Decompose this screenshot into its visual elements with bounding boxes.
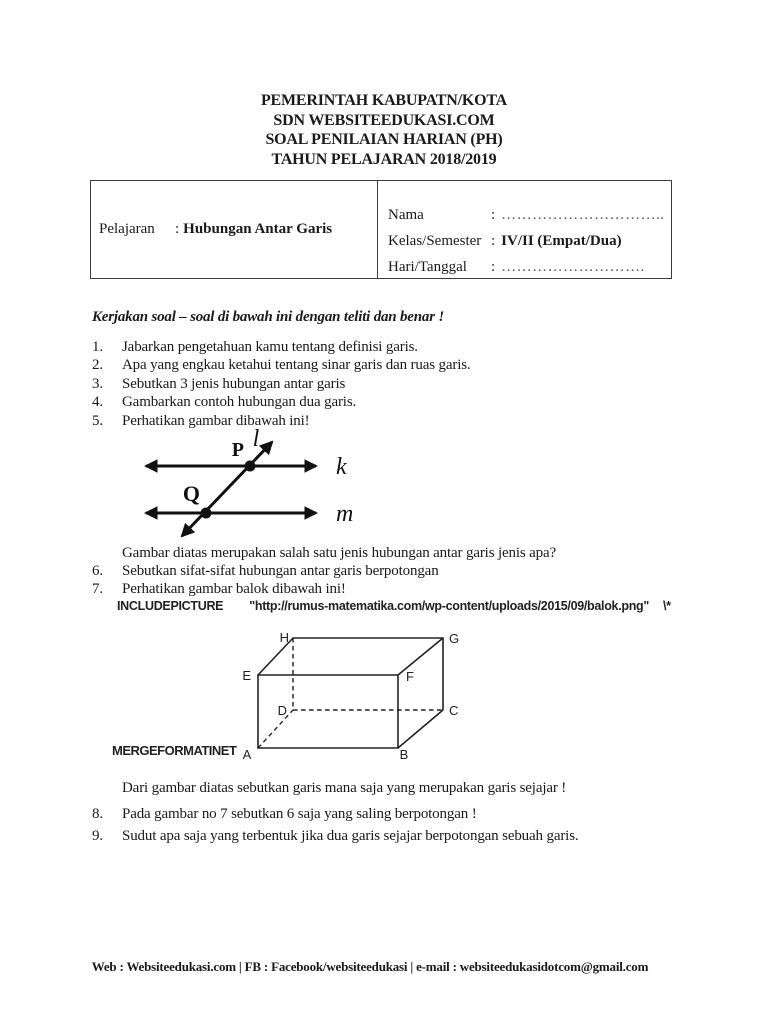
student-info-cell <box>378 181 671 278</box>
document-header <box>0 91 768 169</box>
line-k-label: k <box>336 454 347 480</box>
field-row-name <box>388 202 671 228</box>
question-7 <box>92 581 732 598</box>
question-6-number: 6. <box>92 563 103 579</box>
vertex-c-label: C <box>449 703 459 718</box>
includepicture-field-code <box>117 599 671 613</box>
question-5-number: 5. <box>92 413 103 429</box>
includepicture-url: "http://rumus-matematika.com/wp-content/uploads/2015/09/balok.png" <box>249 599 649 613</box>
vertex-b-label: B <box>399 747 409 762</box>
point-q-dot <box>201 508 212 519</box>
name-separator: : <box>491 206 496 223</box>
line-l-label: l <box>252 426 260 452</box>
question-8-number: 8. <box>92 806 103 822</box>
subject-separator: : <box>175 221 180 237</box>
vertex-h-label: H <box>279 630 289 645</box>
class-semester-value: IV/II (Empat/Dua) <box>501 232 622 249</box>
subject-cell <box>91 181 378 278</box>
vertex-a-label: A <box>242 747 252 762</box>
name-label: Nama <box>388 206 424 223</box>
name-blank-line: ………………………….. <box>501 206 665 223</box>
class-semester-separator: : <box>491 232 496 249</box>
point-p-dot <box>245 461 256 472</box>
parallel-lines-figure <box>130 428 380 548</box>
question-9-number: 9. <box>92 828 103 844</box>
question-4 <box>92 394 732 411</box>
question-7-text: Perhatikan gambar balok dibawah ini! <box>122 581 346 597</box>
info-table <box>90 180 672 279</box>
header-line-government: PEMERINTAH KABUPATN/KOTA <box>260 92 508 109</box>
line-m-label: m <box>336 501 354 527</box>
question-9 <box>92 828 732 845</box>
cuboid-hidden-edges <box>258 638 443 748</box>
question-1-number: 1. <box>92 339 103 355</box>
question-8 <box>92 806 732 823</box>
header-line-school: SDN WEBSITEEDUKASI.COM <box>273 111 495 129</box>
question-1 <box>92 339 732 356</box>
date-separator: : <box>491 258 496 275</box>
point-q-label: Q <box>182 481 200 506</box>
question-4-text: Gambarkan contoh hubungan dua garis. <box>122 394 357 410</box>
header-line-school-year: TAHUN PELAJARAN 2018/2019 <box>271 150 497 168</box>
includepicture-keyword: INCLUDEPICTURE <box>117 599 224 613</box>
point-p-label: P <box>231 439 244 461</box>
question-2 <box>92 357 732 374</box>
subject-value: Hubungan Antar Garis <box>183 221 333 237</box>
subject-label: Pelajaran <box>99 221 155 237</box>
vertex-g-label: G <box>449 631 460 646</box>
vertex-d-label: D <box>277 703 287 718</box>
question-9-text: Sudut apa saja yang terbentuk jika dua garis sejajar berpotongan sebuah garis. <box>122 828 579 844</box>
vertex-f-label: F <box>406 669 414 684</box>
question-2-number: 2. <box>92 357 103 373</box>
cuboid-figure <box>237 626 462 762</box>
question-7-followup: Dari gambar diatas sebutkan garis mana saja yang merupakan garis sejajar ! <box>122 780 567 796</box>
instruction-line: Kerjakan soal – soal di bawah ini dengan teliti dan benar ! <box>92 309 445 325</box>
date-label: Hari/Tanggal <box>388 258 467 275</box>
question-4-number: 4. <box>92 394 103 410</box>
question-5-text: Perhatikan gambar dibawah ini! <box>122 413 310 429</box>
includepicture-switch: \* <box>663 599 671 613</box>
class-semester-label: Kelas/Semester <box>388 232 482 249</box>
question-6-text: Sebutkan sifat-sifat hubungan antar garis berpotongan <box>122 563 439 579</box>
question-6 <box>92 563 732 580</box>
question-8-text: Pada gambar no 7 sebutkan 6 saja yang saling berpotongan ! <box>122 806 477 822</box>
question-3-text: Sebutkan 3 jenis hubungan antar garis <box>122 376 346 392</box>
question-3-number: 3. <box>92 376 103 392</box>
question-1-text: Jabarkan pengetahuan kamu tentang definisi garis. <box>122 339 418 355</box>
cuboid-solid-edges <box>258 638 443 748</box>
document-footer: Web : Websiteedukasi.com | FB : Facebook/websiteedukasi | e-mail : websiteedukasidotcom@gmail.com <box>91 959 649 974</box>
vertex-e-label: E <box>242 668 251 683</box>
header-line-exam-title: SOAL PENILAIAN HARIAN (PH) <box>265 131 503 148</box>
date-blank-line: ………………………. <box>501 258 645 275</box>
question-3 <box>92 376 732 393</box>
question-7-number: 7. <box>92 581 103 597</box>
field-row-date <box>388 254 671 280</box>
field-row-class-semester <box>388 228 671 254</box>
mergeformat-field-code: MERGEFORMATINET <box>112 743 237 758</box>
question-5-followup: Gambar diatas merupakan salah satu jenis hubungan antar garis jenis apa? <box>122 545 557 561</box>
question-2-text: Apa yang engkau ketahui tentang sinar garis dan ruas garis. <box>122 357 471 373</box>
